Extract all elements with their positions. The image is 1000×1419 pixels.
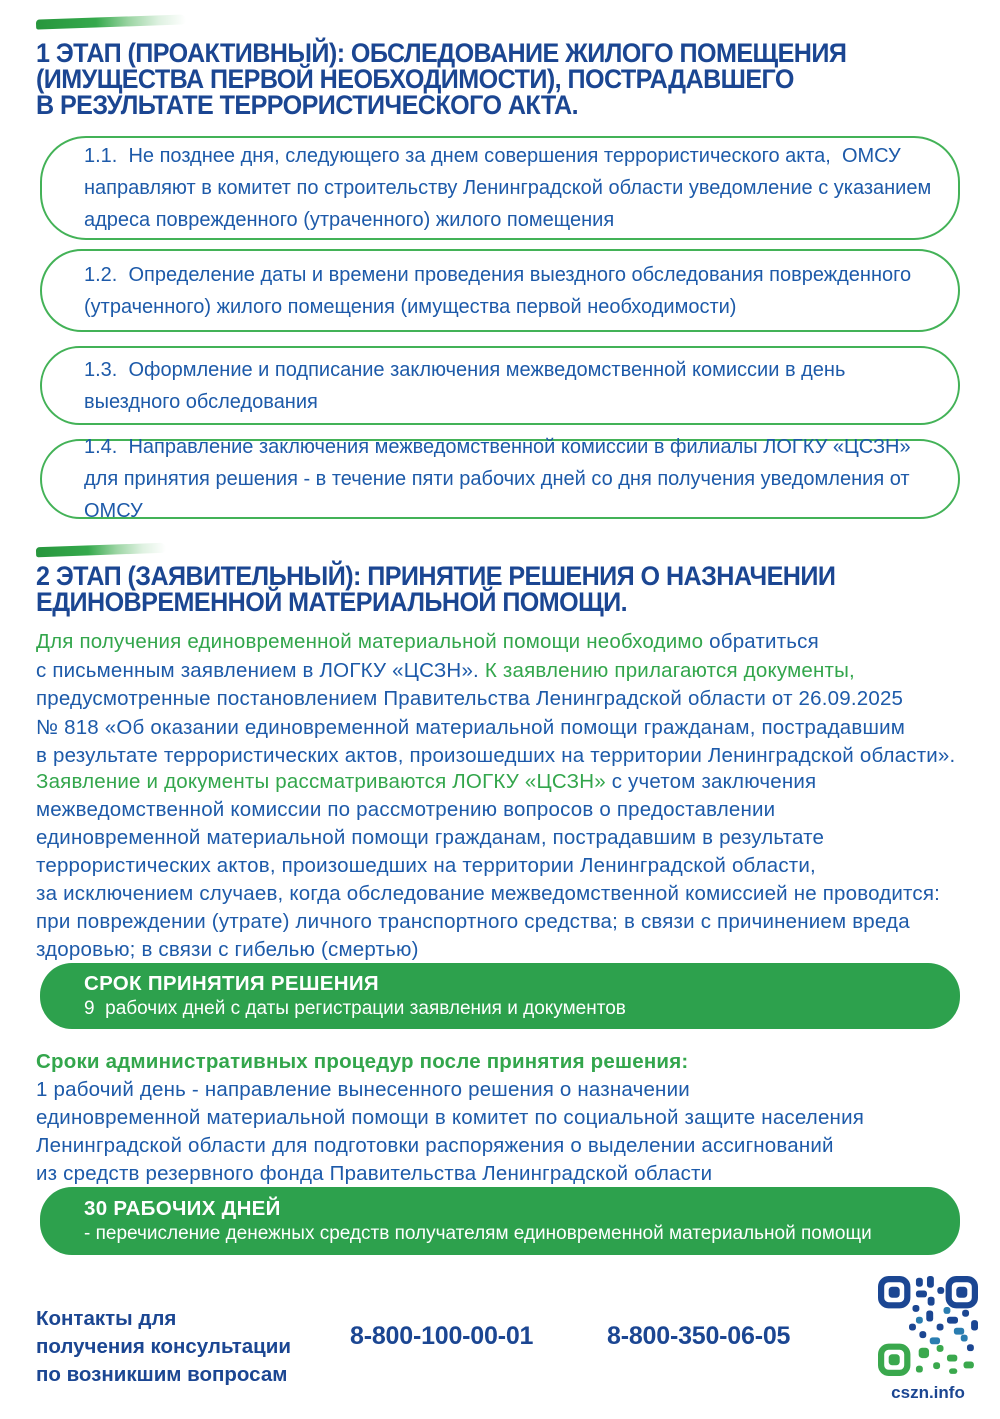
phone-number-1: 8-800-100-00-01 (350, 1322, 534, 1350)
decision-period-title: СРОК ПРИНЯТИЯ РЕШЕНИЯ (84, 972, 379, 995)
qr-caption: cszn.info (891, 1383, 965, 1402)
brush-stroke-icon (36, 543, 166, 558)
stage1-title: 1 ЭТАП (ПРОАКТИВНЫЙ): ОБСЛЕДОВАНИЕ ЖИЛОГО ПОМЕЩЕНИЯ (ИМУЩЕСТВА ПЕРВОЙ НЕОБХОДИМОСТИ), ПОСТРАДАВШЕГО В РЕЗУЛЬТАТЕ ТЕРРОРИСТИЧЕСКОГО АКТА. (36, 38, 847, 120)
step-box-1-4 (40, 436, 960, 522)
step-1-1-text: 1.1. Не позднее дня, следующего за днем совершения террористического акта, ОМСУ направляют в комитет по строительству Ленинградской области уведомление с указанием адреса поврежденного (утраченного) жилого помещения (84, 145, 932, 231)
step-1-2-text: 1.2. Определение даты и времени проведения выездного обследования поврежденного (утраченного) жилого помещения (имущества первой необходимости) (84, 263, 912, 318)
transfer-period-box (40, 1187, 960, 1255)
brush-stroke-icon (36, 14, 186, 29)
application-paragraph: Для получения единовременной материальной помощи необходимо обратиться с письменным заявлением в ЛОГКУ «ЦСЗН». К заявлению прилагаются документы, предусмотренные постановлением Правительства Ленинградской области от 26.09.2025 № 818 «Об оказании единовременной материальной помощи гражданам, пострадавшим в результате террористических актов, произошедших на территории Ленинградской области». (36, 630, 956, 767)
transfer-period-title: 30 РАБОЧИХ ДНЕЙ (84, 1197, 281, 1220)
decision-period-subtitle: 9 рабочих дней с даты регистрации заявления и документов (84, 998, 626, 1019)
stage2-title: 2 ЭТАП (ЗАЯВИТЕЛЬНЫЙ): ПРИНЯТИЕ РЕШЕНИЯ О НАЗНАЧЕНИИ ЕДИНОВРЕМЕННОЙ МАТЕРИАЛЬНОЙ ПОМОЩИ. (36, 561, 836, 617)
step-1-4-text: 1.4. Направление заключения межведомственной комиссии в филиалы ЛОГКУ «ЦСЗН» для принятия решения - в течение пяти рабочих дней со дня получения уведомления от ОМСУ (84, 436, 916, 522)
qr-code-block (869, 1276, 987, 1403)
step-1-3-text: 1.3. Оформление и подписание заключения межведомственной комиссии в день выездного обследования (84, 358, 846, 413)
contacts-label: Контакты для получения консультации по возникшим вопросам (36, 1307, 291, 1386)
phone-number-2: 8-800-350-06-05 (607, 1322, 791, 1350)
decision-period-box (40, 963, 960, 1029)
admin-procedures-paragraph: Сроки административных процедур после принятия решения: 1 рабочий день - направление вынесенного решения о назначении единовременной материальной помощи в комитет по социальной защите населения Ленинградской области для подготовки распоряжения о выделении ассигнований из средств резервного фонда Правительства Ленинградской области (36, 1050, 865, 1185)
transfer-period-subtitle: - перечисление денежных средств получателям единовременной материальной помощи (84, 1223, 872, 1244)
step-box-1-2 (40, 249, 960, 332)
step-box-1-1 (40, 136, 960, 240)
review-paragraph: Заявление и документы рассматриваются ЛОГКУ «ЦСЗН» с учетом заключения межведомственной комиссии по рассмотрению вопросов о предоставлении единовременной материальной помощи гражданам, пострадавшим в результате террористических актов, произошедших на территории Ленинградской области, за исключением случаев, когда обследование межведомственной комиссией не проводится: при повреждении (утрате) личного транспортного средства; в связи с причинением вреда здоровью; в связи с гибелью (смертью) (36, 770, 941, 961)
qr-code-icon (873, 1276, 983, 1376)
step-box-1-3 (40, 346, 960, 425)
